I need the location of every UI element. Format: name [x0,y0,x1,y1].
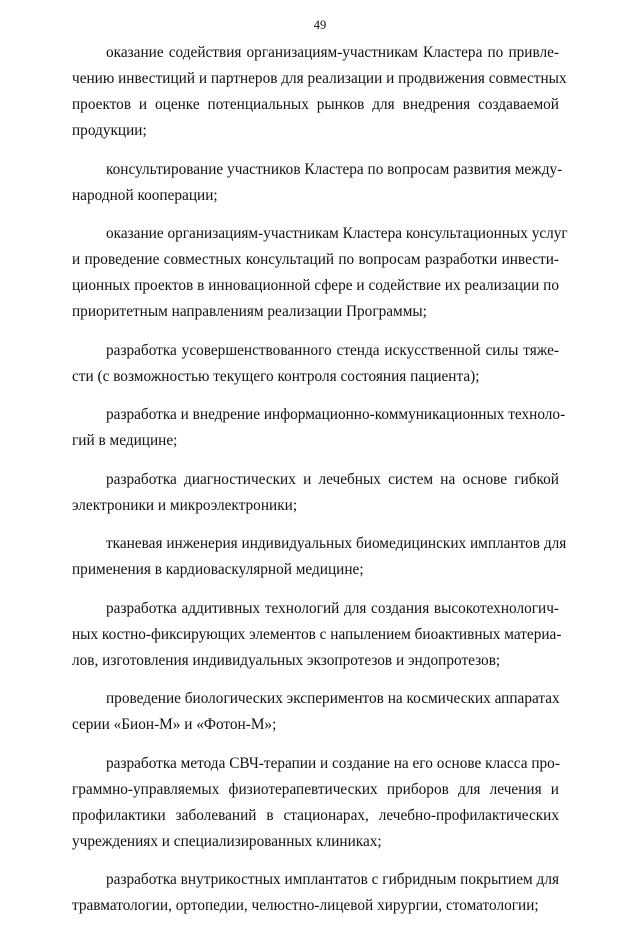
paragraph-line: ных костно-фиксирующих элементов с напылением биоактивных материа- [72,625,562,643]
document-body [72,40,568,932]
list-item-paragraph [72,686,559,738]
paragraph-line: продукции; [72,122,147,139]
paragraph-line: разработка аддитивных технологий для создания высокотехнологич- [106,599,559,617]
paragraph-line: ционных проектов в инновационной сфере и содействие их реализации по [72,277,559,294]
paragraph-line: гий в медицине; [72,432,178,449]
paragraph-line: разработка внутрикостных имплантатов с гибридным покрытием для [106,871,559,888]
paragraph-line: разработка диагностических и лечебных систем на основе гибкой [106,470,559,488]
list-item-paragraph [72,402,566,454]
list-item-paragraph [72,751,559,855]
paragraph-line: сти (с возможностью текущего контроля состояния пациента); [72,367,480,385]
paragraph-line: серии «Бион-М» и «Фотон-М»; [72,716,277,733]
paragraph-line: народной кооперации; [72,186,218,204]
paragraph-line: разработка усовершенствованного стенда искусственной силы тяже- [106,341,559,359]
paragraph-line: разработка метода СВЧ-терапии и создание на его основе класса про- [106,754,560,772]
paragraph-line: лов, изготовления индивидуальных экзопротезов и эндопротезов; [72,651,501,669]
paragraph-line: приоритетным направлениям реализации Программы; [72,303,427,320]
list-item-paragraph [72,467,559,519]
page-number: 49 [313,18,327,32]
paragraph-line: применения в кардиоваскулярной медицине; [72,561,364,578]
paragraph-line: проектов и оценке потенциальных рынков для внедрения создаваемой [72,96,559,113]
list-item-paragraph [72,338,559,390]
paragraph-line: проведение биологических экспериментов на космических аппаратах [106,690,560,707]
list-item-paragraph [72,157,563,209]
paragraph-line: консультирование участников Кластера по вопросам развития между- [106,160,563,178]
paragraph-line: тканевая инженерия индивидуальных биомедицинских имплантов для [106,535,567,552]
paragraph-line: учреждениях и специализированных клиниках; [72,832,382,850]
paragraph-line: травматологии, ортопедии, челюстно-лицевой хирургии, стоматологии; [72,897,539,914]
paragraph-line: оказание содействия организациям-участникам Кластера по привле- [106,44,559,61]
paragraph-line: и проведение совместных консультаций по вопросам разработки инвести- [72,251,559,268]
paragraph-line: электроники и микроэлектроники; [72,496,298,514]
paragraph-line: профилактики заболеваний в стационарах, лечебно-профилактических [72,806,559,824]
paragraph-line: оказание организациям-участникам Кластера консультационных услуг [106,225,568,242]
list-item-paragraph [72,40,567,144]
paragraph-line: граммно-управляемых физиотерапевтических приборов для лечения и [72,780,559,798]
list-item-paragraph [72,867,559,919]
paragraph-line: разработка и внедрение информационно-коммуникационных техноло- [106,406,566,423]
list-item-paragraph [72,531,567,583]
list-item-paragraph [72,596,562,674]
list-item-paragraph [72,221,568,325]
paragraph-line: чению инвестиций и партнеров для реализации и продвижения совместных [72,70,567,87]
